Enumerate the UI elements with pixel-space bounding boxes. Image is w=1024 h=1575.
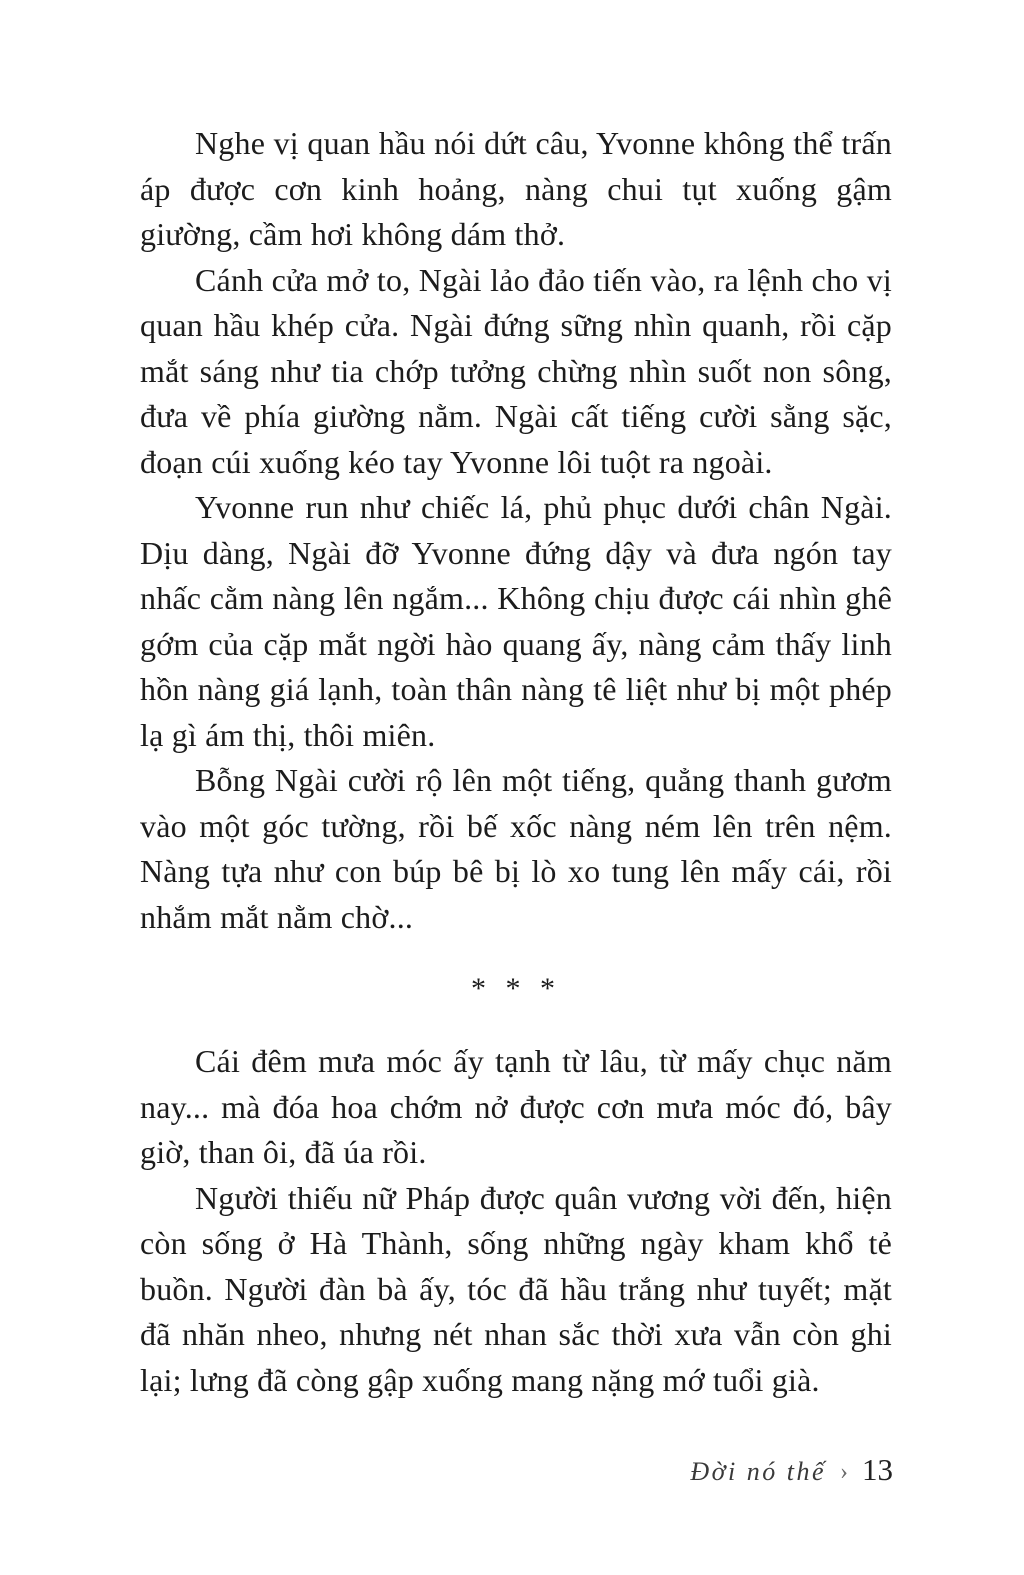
running-title: Đời nó thế — [690, 1457, 826, 1486]
paragraph-4: Bỗng Ngài cười rộ lên một tiếng, quẳng thanh gươm vào một góc tường, rồi bế xốc nàng ném lên trên nệm. Nàng tựa như con búp bê bị lò xo tung lên mấy cái, rồi nhắm mắt nằm chờ... — [140, 762, 892, 935]
page-number: 13 — [862, 1452, 893, 1487]
body-text — [140, 121, 892, 1403]
page-footer — [690, 1452, 893, 1488]
paragraph-3: Yvonne run như chiếc lá, phủ phục dưới chân Ngài. Dịu dàng, Ngài đỡ Yvonne đứng dậy và đưa ngón tay nhấc cằm nàng lên ngắm... Không chịu được cái nhìn ghê gớm của cặp mắt ngời hào quang ấy, nàng cảm thấy linh hồn nàng giá lạnh, toàn thân nàng tê liệt như bị một phép lạ gì ám thị, thôi miên. — [140, 489, 892, 753]
paragraph-1: Nghe vị quan hầu nói dứt câu, Yvonne không thể trấn áp được cơn kinh hoảng, nàng chui tụt xuống gậm giường, cầm hơi không dám thở. — [140, 125, 892, 252]
paragraph-5: Cái đêm mưa móc ấy tạnh từ lâu, từ mấy chục năm nay... mà đóa hoa chớm nở được cơn mưa móc đó, bây giờ, than ôi, đã úa rồi. — [140, 1043, 892, 1170]
section-separator: * * * — [471, 972, 561, 1005]
paragraph-2: Cánh cửa mở to, Ngài lảo đảo tiến vào, ra lệnh cho vị quan hầu khép cửa. Ngài đứng sững nhìn quanh, rồi cặp mắt sáng như tia chớp tưởng chừng nhìn suốt non sông, đưa về phía giường nằm. Ngài cất tiếng cười sằng sặc, đoạn cúi xuống kéo tay Yvonne lôi tuột ra ngoài. — [140, 261, 892, 480]
paragraph-6: Người thiếu nữ Pháp được quân vương vời đến, hiện còn sống ở Hà Thành, sống những ngày kham khổ tẻ buồn. Người đàn bà ấy, tóc đã hầu trắng như tuyết; mặt đã nhăn nheo, nhưng nét nhan sắc thời xưa vẫn còn ghi lại; lưng đã còng gập xuống mang nặng mớ tuổi già. — [140, 1179, 892, 1398]
chevron-right-icon: › — [840, 1459, 848, 1485]
